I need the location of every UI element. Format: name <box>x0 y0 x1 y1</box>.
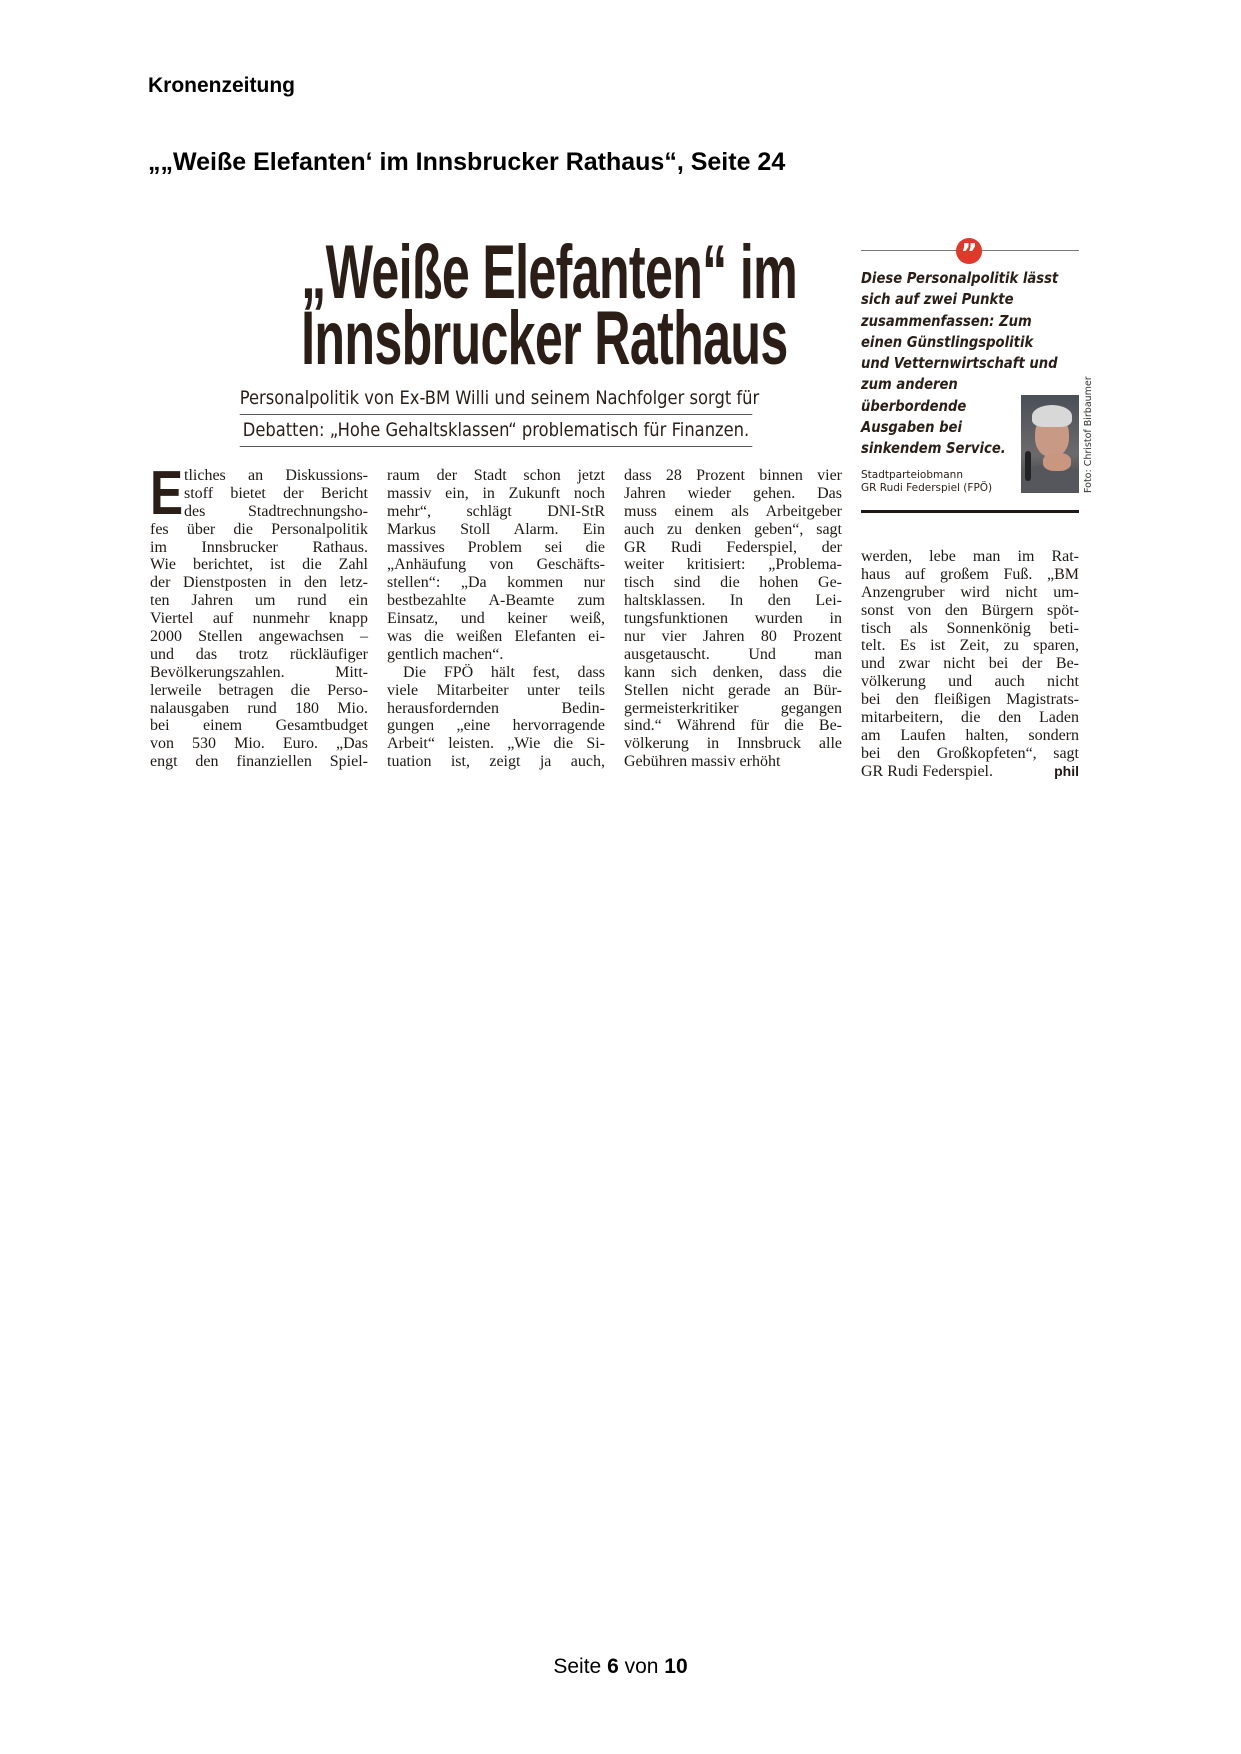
quote-bottom-rule <box>861 510 1079 513</box>
total-pages: 10 <box>664 1655 688 1678</box>
article-text-line: 2000 Stellen angewachsen – <box>150 628 368 646</box>
page-footer <box>0 1655 1241 1679</box>
article-text-line: ausgetauscht. Und man <box>624 645 842 663</box>
headline-line: „Weiße Elefanten“ im <box>301 230 798 315</box>
article-text-line: im Innsbrucker Rathaus. <box>150 538 368 556</box>
quote-caption <box>861 469 992 495</box>
article-text-line: Markus Stoll Alarm. Ein <box>387 520 605 538</box>
article-text-line: herausfordernden Bedin- <box>387 699 605 717</box>
article-text-line: germeisterkritiker gegangen <box>624 699 842 717</box>
article-text-line: tungsfunktionen wurden in <box>624 610 842 628</box>
article-text-line: und das trotz rückläufiger <box>150 645 368 663</box>
portrait-photo <box>1021 395 1079 493</box>
article-text-line: kann sich denken, dass die <box>624 663 842 681</box>
article-text-line: Einsatz, und keiner weiß, <box>387 610 605 628</box>
article-text-line: Gebühren massiv erhöht <box>624 753 781 771</box>
footer-middle: von <box>618 1655 665 1678</box>
article-text-line: dass 28 Prozent binnen vier <box>624 467 842 484</box>
article-text-line: tliches an Diskussions- <box>184 467 368 484</box>
photo-credit: Foto: Christof Birbaumer <box>1083 376 1094 493</box>
article-text-line: gentlich machen“. <box>387 645 504 663</box>
quote-mark-icon: ” <box>956 238 982 264</box>
article-text-line: massiv ein, in Zukunft noch <box>387 484 605 502</box>
article-text-line: tisch sind die hohen Ge- <box>624 574 842 592</box>
article-last-line <box>861 763 1079 781</box>
deck-line: Debatten: „Hohe Gehaltsklassen“ problematisch für Finanzen. <box>240 415 753 447</box>
article-text-line: haltsklassen. In den Lei- <box>624 592 842 610</box>
article-text-line: ten Jahren um rund ein <box>150 592 368 610</box>
quote-line: sinkendem Service. <box>861 439 1006 458</box>
article-text-line: werden, lebe man im Rat- <box>861 548 1079 565</box>
article-text-line: sind.“ Während für die Be- <box>624 717 842 735</box>
article-text-line: weiter kritisiert: „Problema- <box>624 556 842 574</box>
document-title: „„Weiße Elefanten‘ im Innsbrucker Rathaus“, Seite 24 <box>148 148 786 176</box>
article-text-line: telt. Es ist Zeit, zu sparen, <box>861 637 1079 655</box>
article-headline <box>200 230 798 381</box>
article-text-line: am Laufen halten, sondern <box>861 726 1079 744</box>
article-text-line: völkerung und auch nicht <box>861 673 1079 691</box>
caption-name: GR Rudi Federspiel (FPÖ) <box>861 482 993 494</box>
article-deck <box>198 383 794 447</box>
quote-line: überbordende <box>861 396 967 415</box>
article-text-line: haus auf großem Fuß. „BM <box>861 565 1079 583</box>
quote-line: Ausgaben bei <box>861 418 962 437</box>
article-column-2 <box>387 467 605 771</box>
footer-prefix: Seite <box>553 1655 608 1678</box>
article-text-line: „Anhäufung von Geschäfts- <box>387 556 605 574</box>
article-text-line: Jahren wieder gehen. Das <box>624 484 842 502</box>
article-text-line: raum der Stadt schon jetzt <box>387 467 605 484</box>
article-text-line: bei einem Gesamtbudget <box>150 717 368 735</box>
article-text-line: Wie berichtet, ist die Zahl <box>150 556 368 574</box>
article-text-line: sonst von den Bürgern spöt- <box>861 601 1079 619</box>
quote-line: zusammenfassen: Zum <box>861 311 1032 330</box>
article-text-line: stellen“: „Da kommen nur <box>387 574 605 592</box>
article-text-line: auch zu denken geben“, sagt <box>624 520 842 538</box>
article-text-line: nalausgaben rund 180 Mio. <box>150 699 368 717</box>
article-text-line: Arbeit“ leisten. „Wie die Si- <box>387 735 605 753</box>
quote-line: und Vetternwirtschaft und <box>861 354 1058 373</box>
drop-cap: E <box>150 459 184 528</box>
current-page: 6 <box>607 1655 619 1678</box>
article-text-line: GR Rudi Federspiel, der <box>624 538 842 556</box>
headline-line: Innsbrucker Rathaus <box>301 296 788 381</box>
article-text-line: der Dienstposten in den letz- <box>150 574 368 592</box>
article-text-line: viele Mitarbeiter unter teils <box>387 681 605 699</box>
quote-line: sich auf zwei Punkte <box>861 290 1014 309</box>
article-text-line: Viertel auf nunmehr knapp <box>150 610 368 628</box>
article-column-4 <box>861 548 1079 781</box>
article-text-line: fes über die Personalpolitik <box>150 520 368 538</box>
author-signature: phil <box>1054 762 1079 779</box>
article-text-line: nur vier Jahren 80 Prozent <box>624 628 842 646</box>
article-text-line: lerweile betragen die Perso- <box>150 681 368 699</box>
deck-line: Personalpolitik von Ex-BM Willi und seinem Nachfolger sorgt für <box>240 383 753 415</box>
quote-line: zum anderen <box>861 375 958 394</box>
article-text-line: tuation ist, zeigt ja auch, <box>387 753 605 771</box>
article-text-line: und zwar nicht bei der Be- <box>861 655 1079 673</box>
article-text-line: bei den fleißigen Magistrats- <box>861 691 1079 709</box>
article-text-line: tisch als Sonnenkönig beti- <box>861 619 1079 637</box>
article-text-line: von 530 Mio. Euro. „Das <box>150 735 368 753</box>
article-text-line: völkerung in Innsbruck alle <box>624 735 842 753</box>
article-text-line: des Stadtrechnungsho- <box>184 502 368 520</box>
quote-line: Diese Personalpolitik lässt <box>861 269 1059 287</box>
article-column-3 <box>624 467 842 771</box>
caption-role: Stadtparteiobmann <box>861 469 963 481</box>
article-column-1 <box>150 459 368 771</box>
article-text-line: stoff bietet der Bericht <box>184 484 368 502</box>
source-name: Kronenzeitung <box>148 74 295 97</box>
article-text-line: bei den Großkopfeten“, sagt <box>861 744 1079 762</box>
quote-line: einen Günstlingspolitik <box>861 332 1034 351</box>
pull-quote <box>861 238 1094 516</box>
article-text-line: Anzengruber wird nicht um- <box>861 583 1079 601</box>
article-text-line: bestbezahlte A-Beamte zum <box>387 592 605 610</box>
article-text-line: Stellen nicht gerade an Bür- <box>624 681 842 699</box>
article-text-line: mehr“, schlägt DNI-StR <box>387 502 605 520</box>
article-text-line: was die weißen Elefanten ei- <box>387 628 605 646</box>
article-text-line: massives Problem sei die <box>387 538 605 556</box>
article-text-line: Bevölkerungszahlen. Mitt- <box>150 663 368 681</box>
article-text-line: mitarbeitern, die den Laden <box>861 709 1079 727</box>
article-text-line: Die FPÖ hält fest, dass <box>403 663 605 681</box>
article-text-line: GR Rudi Federspiel. <box>861 762 993 780</box>
article-text-line: gungen „eine hervorragende <box>387 717 605 735</box>
article-text-line: engt den finanziellen Spiel- <box>150 753 368 771</box>
article-text-line: muss einem als Arbeitgeber <box>624 502 842 520</box>
